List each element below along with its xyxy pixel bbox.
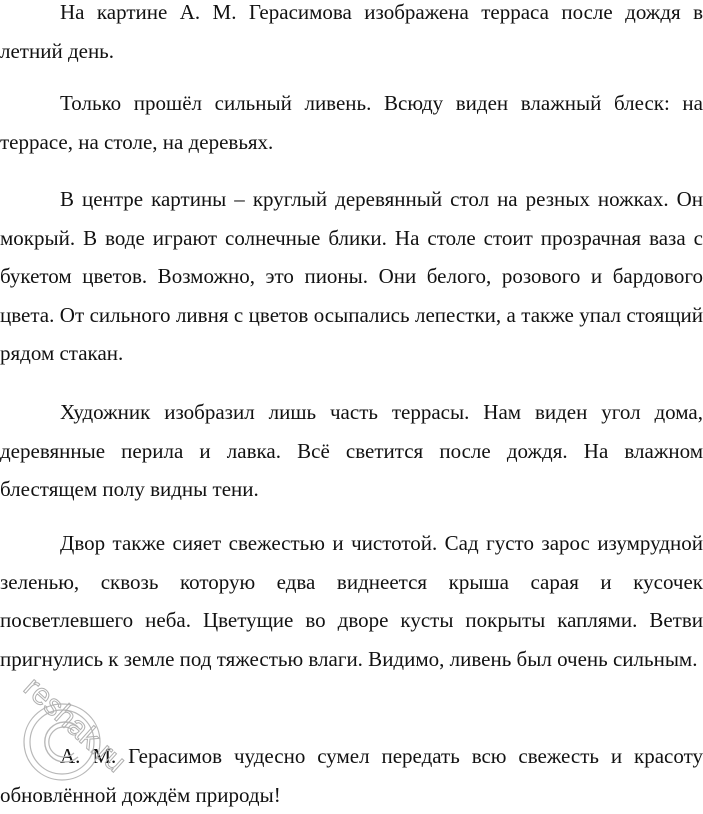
paragraph-intro: На картине А. М. Герасимова изображена терраса после дождя в летний день. [0,0,703,63]
paragraph-rain: Только прошёл сильный ливень. Всюду виден влажный блеск: на террасе, на столе, на деревьях. [0,91,703,154]
paragraph-table: В центре картины – круглый деревянный стол на резных ножках. Он мокрый. В воде играют солнечные блики. На столе стоит прозрачная ваза с букетом цветов. Возможно, это пионы. Они белого, розового и бардового цвета. От сильного ливня с цветов осыпались лепестки, а также упал стоящий рядом стакан. [0,187,703,365]
paragraph-terrace: Художник изобразил лишь часть террасы. Нам виден угол дома, деревянные перила и лавка. Всё светится после дождя. На влажном блестящем полу видны тени. [0,400,703,501]
paragraph-yard: Двор также сияет свежестью и чистотой. Сад густо зарос изумрудной зеленью, сквозь которую едва виднеется крыша сарая и кусочек посветлевшего неба. Цветущие во дворе кусты покрыты каплями. Ветви пригнулись к земле под тяжестью влаги. Видимо, ливень был очень сильным. [0,531,703,671]
paragraph-conclusion: А. М. Герасимов чудесно сумел передать всю свежесть и красоту обновлённой дождём природы! [0,744,703,807]
watermark-text: reshak.ru [17,670,133,779]
